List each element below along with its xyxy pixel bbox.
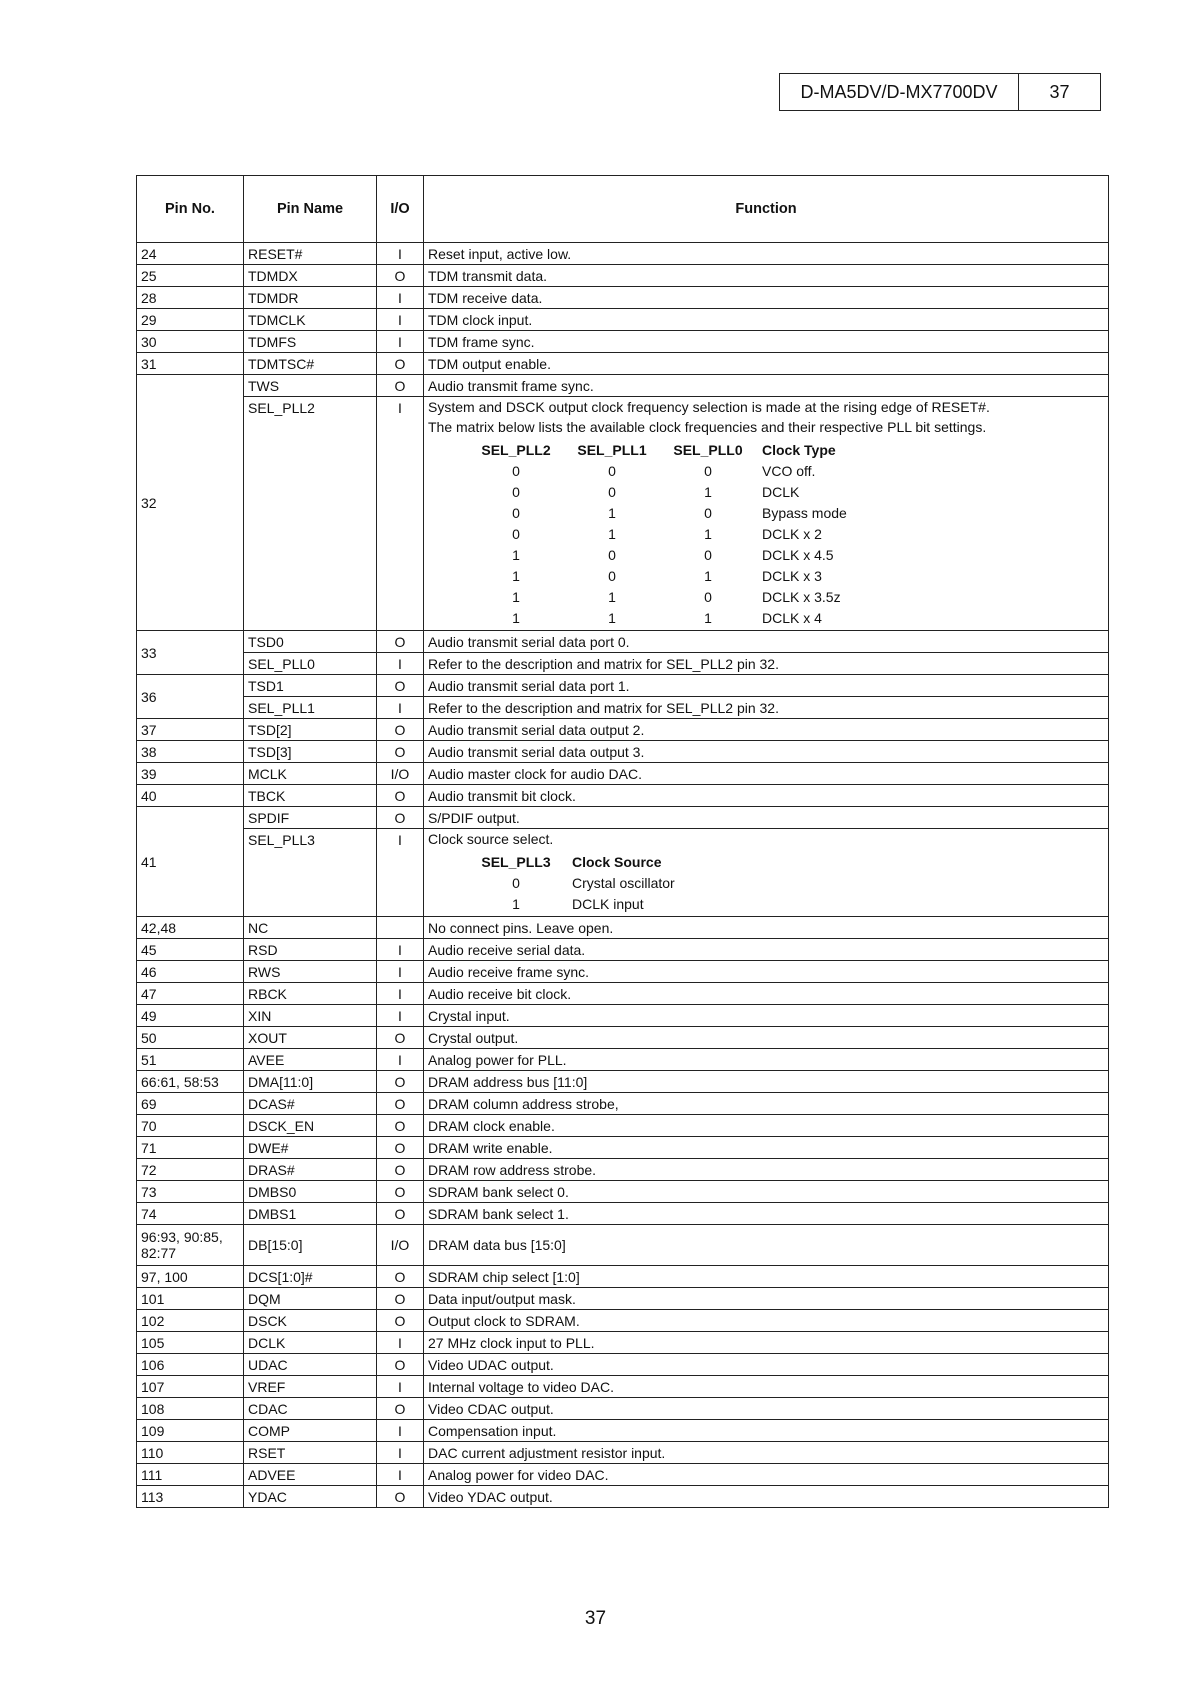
table-row xyxy=(137,287,1109,309)
matrix-cell: 0 xyxy=(608,483,616,500)
col-io: I/O xyxy=(377,176,424,243)
pin-function: DRAM row address strobe. xyxy=(424,1159,1109,1181)
pin-function: Video CDAC output. xyxy=(424,1398,1109,1420)
pin-function: Internal voltage to video DAC. xyxy=(424,1376,1109,1398)
header-page-number: 37 xyxy=(1049,81,1070,102)
pin-io xyxy=(377,917,424,939)
pin-function: Video UDAC output. xyxy=(424,1354,1109,1376)
table-row xyxy=(137,719,1109,741)
pin-name: SEL_PLL1 xyxy=(244,697,377,719)
matrix-cell: 1 xyxy=(608,504,616,521)
pin-name: DSCK xyxy=(244,1310,377,1332)
rows-group-d xyxy=(137,1266,1109,1508)
pin-function: DRAM data bus [15:0] xyxy=(424,1225,1109,1266)
pin-number: 66:61, 58:53 xyxy=(137,1071,244,1093)
table-row xyxy=(137,1181,1109,1203)
sel-pll2-description-1: System and DSCK output clock frequency selection is made at the rising edge of RESET#. xyxy=(428,399,990,415)
pin-function: Audio transmit bit clock. xyxy=(424,785,1109,807)
pin-number: 107 xyxy=(137,1376,244,1398)
pin-number: 69 xyxy=(137,1093,244,1115)
pin-name: DMBS1 xyxy=(244,1203,377,1225)
pin-io: O xyxy=(377,1181,424,1203)
table-row xyxy=(137,983,1109,1005)
matrix-cell: 0 xyxy=(512,483,520,500)
pin-io: I xyxy=(377,939,424,961)
pin-io: I xyxy=(377,331,424,353)
matrix-header: Clock Type xyxy=(762,441,836,458)
pin-function: Audio receive serial data. xyxy=(424,939,1109,961)
table-row xyxy=(137,1115,1109,1137)
table-row xyxy=(137,265,1109,287)
matrix-cell: 1 xyxy=(608,525,616,542)
matrix-cell: Bypass mode xyxy=(762,504,847,521)
matrix-cell: DCLK x 3 xyxy=(762,567,822,584)
matrix-cell: 0 xyxy=(512,525,520,542)
matrix-row xyxy=(468,460,847,481)
pin-io: I xyxy=(377,287,424,309)
pin-io: O xyxy=(377,375,424,397)
pin-function: Output clock to SDRAM. xyxy=(424,1310,1109,1332)
pin-name: TSD[3] xyxy=(244,741,377,763)
matrix-row xyxy=(468,607,847,628)
pin-function: SDRAM bank select 1. xyxy=(424,1203,1109,1225)
pin-function: Compensation input. xyxy=(424,1420,1109,1442)
pin-number: 96:93, 90:85, 82:77 xyxy=(137,1225,244,1266)
matrix-cell: 0 xyxy=(608,567,616,584)
pin-name: DCAS# xyxy=(244,1093,377,1115)
matrix-row xyxy=(468,872,675,893)
pin-number: 51 xyxy=(137,1049,244,1071)
pin-io: I xyxy=(377,397,424,631)
model-name: D-MA5DV/D-MX7700DV xyxy=(780,74,1019,110)
pin-function: TDM output enable. xyxy=(424,353,1109,375)
table-row xyxy=(137,1398,1109,1420)
pin-function: TDM receive data. xyxy=(424,287,1109,309)
pin-function: Audio transmit serial data port 0. xyxy=(424,631,1109,653)
pin-io: O xyxy=(377,1093,424,1115)
pin-36-group xyxy=(137,675,1109,719)
table-row xyxy=(137,1005,1109,1027)
pin-number: 101 xyxy=(137,1288,244,1310)
pin-number: 49 xyxy=(137,1005,244,1027)
pin-function: Data input/output mask. xyxy=(424,1288,1109,1310)
clock-type-matrix-rows xyxy=(468,460,847,628)
pin-number: 50 xyxy=(137,1027,244,1049)
pin-io: I xyxy=(377,1442,424,1464)
pin-io: I xyxy=(377,829,424,917)
pin-function: Audio master clock for audio DAC. xyxy=(424,763,1109,785)
table-row xyxy=(137,785,1109,807)
pin-name: RSET xyxy=(244,1442,377,1464)
matrix-cell: 1 xyxy=(704,567,712,584)
table-row xyxy=(137,1376,1109,1398)
pin-io: I xyxy=(377,309,424,331)
pin-io: O xyxy=(377,1486,424,1508)
table-row xyxy=(137,1027,1109,1049)
matrix-cell: 1 xyxy=(512,895,520,912)
pin-function-table xyxy=(136,175,1109,1508)
pin-function: S/PDIF output. xyxy=(424,807,1109,829)
pin-function: Reset input, active low. xyxy=(424,243,1109,265)
pin-io: O xyxy=(377,1159,424,1181)
pin-number: 109 xyxy=(137,1420,244,1442)
pin-function: SDRAM chip select [1:0] xyxy=(424,1266,1109,1288)
pin-number: 42,48 xyxy=(137,917,244,939)
pin-number: 28 xyxy=(137,287,244,309)
pin-io: O xyxy=(377,1354,424,1376)
pin-name: DMBS0 xyxy=(244,1181,377,1203)
pin-name: COMP xyxy=(244,1420,377,1442)
matrix-cell: 1 xyxy=(512,588,520,605)
matrix-cell: Crystal oscillator xyxy=(572,874,675,891)
pin-function: DAC current adjustment resistor input. xyxy=(424,1442,1109,1464)
pin-function: DRAM address bus [11:0] xyxy=(424,1071,1109,1093)
table-row xyxy=(137,309,1109,331)
pin-io: I xyxy=(377,697,424,719)
table-row xyxy=(137,1137,1109,1159)
matrix-cell: 1 xyxy=(608,588,616,605)
col-function: Function xyxy=(424,176,1109,243)
pin-name: SEL_PLL2 xyxy=(244,397,377,631)
matrix-cell: 1 xyxy=(512,567,520,584)
pin-number: 37 xyxy=(137,719,244,741)
matrix-cell: DCLK input xyxy=(572,895,644,912)
pin-io: I xyxy=(377,1332,424,1354)
table-row xyxy=(137,1071,1109,1093)
matrix-cell: 1 xyxy=(512,546,520,563)
table-row xyxy=(137,1354,1109,1376)
pin-function: Crystal output. xyxy=(424,1027,1109,1049)
pin-function: Audio receive bit clock. xyxy=(424,983,1109,1005)
pin-name: CDAC xyxy=(244,1398,377,1420)
pin-number: 102 xyxy=(137,1310,244,1332)
pin-number: 105 xyxy=(137,1332,244,1354)
matrix-cell: 0 xyxy=(608,546,616,563)
sel-pll2-description-2: The matrix below lists the available clock frequencies and their respective PLL bit settings. xyxy=(428,419,987,435)
rows-group-c xyxy=(137,917,1109,1225)
pin-name: DRAS# xyxy=(244,1159,377,1181)
pin-name: TWS xyxy=(244,375,377,397)
pin-name: RWS xyxy=(244,961,377,983)
pin-name: UDAC xyxy=(244,1354,377,1376)
pin-name: RBCK xyxy=(244,983,377,1005)
matrix-row xyxy=(468,586,847,607)
pin-io: O xyxy=(377,1266,424,1288)
pin-io: I xyxy=(377,1049,424,1071)
pin-name: RESET# xyxy=(244,243,377,265)
matrix-cell: 1 xyxy=(704,483,712,500)
matrix-cell: 0 xyxy=(512,874,520,891)
pin-io: O xyxy=(377,1288,424,1310)
pin-name: VREF xyxy=(244,1376,377,1398)
table-row xyxy=(137,353,1109,375)
matrix-row xyxy=(468,893,675,914)
rows-group-b xyxy=(137,719,1109,807)
pin-name: TDMFS xyxy=(244,331,377,353)
pin-number: 110 xyxy=(137,1442,244,1464)
matrix-cell: 0 xyxy=(704,588,712,605)
pin-io: O xyxy=(377,631,424,653)
pin-io: O xyxy=(377,675,424,697)
matrix-cell: 0 xyxy=(512,504,520,521)
pin-number: 32 xyxy=(137,375,244,631)
pin-41-group xyxy=(137,807,1109,917)
matrix-cell: 0 xyxy=(704,546,712,563)
pin-name: XOUT xyxy=(244,1027,377,1049)
table-row xyxy=(137,1442,1109,1464)
pin-function: TDM transmit data. xyxy=(424,265,1109,287)
pin-name: TDMTSC# xyxy=(244,353,377,375)
pin-function: Audio transmit frame sync. xyxy=(424,375,1109,397)
pin-io: I xyxy=(377,1464,424,1486)
pin-name: TSD[2] xyxy=(244,719,377,741)
table-row xyxy=(137,1310,1109,1332)
pin-number: 39 xyxy=(137,763,244,785)
col-pin-name: Pin Name xyxy=(244,176,377,243)
pin-function: Analog power for video DAC. xyxy=(424,1464,1109,1486)
pin-function: DRAM clock enable. xyxy=(424,1115,1109,1137)
pin-name: DWE# xyxy=(244,1137,377,1159)
pin-name: TDMDX xyxy=(244,265,377,287)
pin-name: NC xyxy=(244,917,377,939)
pin-io: O xyxy=(377,719,424,741)
pin-function: Refer to the description and matrix for SEL_PLL2 pin 32. xyxy=(424,697,1109,719)
pin-name: ADVEE xyxy=(244,1464,377,1486)
clock-source-matrix-rows xyxy=(468,872,675,914)
pin-function xyxy=(424,397,1109,631)
pin-number: 97, 100 xyxy=(137,1266,244,1288)
pin-number: 46 xyxy=(137,961,244,983)
matrix-cell: 0 xyxy=(704,462,712,479)
table-row xyxy=(137,961,1109,983)
pin-function: Audio transmit serial data port 1. xyxy=(424,675,1109,697)
table-row xyxy=(137,1332,1109,1354)
pin-function xyxy=(424,829,1109,917)
table-row xyxy=(137,1464,1109,1486)
pin-96-group xyxy=(137,1225,1109,1266)
table-row xyxy=(137,741,1109,763)
pin-name: TSD1 xyxy=(244,675,377,697)
pin-number: 25 xyxy=(137,265,244,287)
matrix-header: SEL_PLL1 xyxy=(577,441,647,458)
pin-name: TSD0 xyxy=(244,631,377,653)
pin-number: 108 xyxy=(137,1398,244,1420)
pin-number: 31 xyxy=(137,353,244,375)
table-row xyxy=(137,1288,1109,1310)
pin-number: 111 xyxy=(137,1464,244,1486)
clock-type-matrix xyxy=(468,439,847,628)
pin-number: 73 xyxy=(137,1181,244,1203)
pin-function: Audio transmit serial data output 3. xyxy=(424,741,1109,763)
pin-number: 113 xyxy=(137,1486,244,1508)
pin-function: Video YDAC output. xyxy=(424,1486,1109,1508)
pin-function: Audio receive frame sync. xyxy=(424,961,1109,983)
pin-io: O xyxy=(377,1071,424,1093)
table-row xyxy=(137,1049,1109,1071)
pin-number: 70 xyxy=(137,1115,244,1137)
pin-number: 33 xyxy=(137,631,244,675)
pin-number: 40 xyxy=(137,785,244,807)
pin-io: O xyxy=(377,1027,424,1049)
pin-name: DMA[11:0] xyxy=(244,1071,377,1093)
matrix-header: Clock Source xyxy=(572,853,662,870)
pin-function: No connect pins. Leave open. xyxy=(424,917,1109,939)
pin-number: 71 xyxy=(137,1137,244,1159)
pin-number: 41 xyxy=(137,807,244,917)
matrix-cell: 0 xyxy=(608,462,616,479)
pin-33-group xyxy=(137,631,1109,675)
matrix-cell: VCO off. xyxy=(762,462,816,479)
pin-number: 106 xyxy=(137,1354,244,1376)
matrix-row xyxy=(468,544,847,565)
pin-number: 29 xyxy=(137,309,244,331)
pin-function: Refer to the description and matrix for SEL_PLL2 pin 32. xyxy=(424,653,1109,675)
pin-io: I xyxy=(377,243,424,265)
matrix-cell: 1 xyxy=(704,609,712,626)
pin-name: TDMDR xyxy=(244,287,377,309)
pin-name: SEL_PLL0 xyxy=(244,653,377,675)
pin-function: TDM frame sync. xyxy=(424,331,1109,353)
pin-name: DCS[1:0]# xyxy=(244,1266,377,1288)
pin-name: TDMCLK xyxy=(244,309,377,331)
pin-io: O xyxy=(377,1310,424,1332)
pin-function: Crystal input. xyxy=(424,1005,1109,1027)
pin-function: SDRAM bank select 0. xyxy=(424,1181,1109,1203)
table-row xyxy=(137,1486,1109,1508)
pin-io: I xyxy=(377,1376,424,1398)
pin-io: I xyxy=(377,1420,424,1442)
table-row xyxy=(137,1093,1109,1115)
table-row xyxy=(137,243,1109,265)
table-row xyxy=(137,1420,1109,1442)
pin-number: 74 xyxy=(137,1203,244,1225)
pin-io: O xyxy=(377,1203,424,1225)
pin-number: 30 xyxy=(137,331,244,353)
pin-io: O xyxy=(377,785,424,807)
matrix-row xyxy=(468,523,847,544)
pin-function: Analog power for PLL. xyxy=(424,1049,1109,1071)
pin-number: 24 xyxy=(137,243,244,265)
table-row xyxy=(137,1203,1109,1225)
matrix-row xyxy=(468,502,847,523)
page-number: 37 xyxy=(584,1608,607,1629)
pin-number: 38 xyxy=(137,741,244,763)
matrix-cell: 1 xyxy=(704,525,712,542)
pin-name: DCLK xyxy=(244,1332,377,1354)
sel-pll3-description: Clock source select. xyxy=(428,831,554,847)
pin-number: 36 xyxy=(137,675,244,719)
pin-io: O xyxy=(377,1115,424,1137)
pin-io: I xyxy=(377,983,424,1005)
pin-io: I xyxy=(377,961,424,983)
clock-source-matrix xyxy=(468,851,675,914)
matrix-row xyxy=(468,565,847,586)
matrix-row xyxy=(468,481,847,502)
matrix-cell: 0 xyxy=(704,504,712,521)
pin-function: Audio transmit serial data output 2. xyxy=(424,719,1109,741)
pin-name: YDAC xyxy=(244,1486,377,1508)
rows-group-a xyxy=(137,243,1109,375)
pin-number: 72 xyxy=(137,1159,244,1181)
matrix-cell: DCLK x 4 xyxy=(762,609,822,626)
pin-io: O xyxy=(377,1137,424,1159)
pin-io: O xyxy=(377,741,424,763)
table-row xyxy=(137,917,1109,939)
pin-name: MCLK xyxy=(244,763,377,785)
pin-io: I xyxy=(377,653,424,675)
pin-io: O xyxy=(377,807,424,829)
pin-io: I/O xyxy=(377,1225,424,1266)
pin-function: DRAM write enable. xyxy=(424,1137,1109,1159)
pin-function: TDM clock input. xyxy=(424,309,1109,331)
pin-function: DRAM column address strobe, xyxy=(424,1093,1109,1115)
pin-io: I/O xyxy=(377,763,424,785)
pin-name: DSCK_EN xyxy=(244,1115,377,1137)
pin-function: 27 MHz clock input to PLL. xyxy=(424,1332,1109,1354)
table-row xyxy=(137,1159,1109,1181)
matrix-cell: DCLK x 3.5z xyxy=(762,588,841,605)
pin-name: AVEE xyxy=(244,1049,377,1071)
pin-number: 47 xyxy=(137,983,244,1005)
table-row xyxy=(137,1266,1109,1288)
pin-io: I xyxy=(377,1005,424,1027)
table-row xyxy=(137,331,1109,353)
pin-io: O xyxy=(377,265,424,287)
matrix-cell: DCLK xyxy=(762,483,800,500)
table-row xyxy=(137,763,1109,785)
pin-name: DB[15:0] xyxy=(244,1225,377,1266)
matrix-cell: 1 xyxy=(608,609,616,626)
pin-name: DQM xyxy=(244,1288,377,1310)
pin-name: TBCK xyxy=(244,785,377,807)
matrix-cell: DCLK x 4.5 xyxy=(762,546,834,563)
pin-number: 45 xyxy=(137,939,244,961)
matrix-cell: 1 xyxy=(512,609,520,626)
matrix-header: SEL_PLL2 xyxy=(481,441,551,458)
matrix-cell: DCLK x 2 xyxy=(762,525,822,542)
pin-32-group xyxy=(137,375,1109,631)
pin-io: O xyxy=(377,1398,424,1420)
pin-name: SPDIF xyxy=(244,807,377,829)
col-pin-no: Pin No. xyxy=(137,176,244,243)
pin-io: O xyxy=(377,353,424,375)
table-row xyxy=(137,939,1109,961)
matrix-cell: 0 xyxy=(512,462,520,479)
matrix-header: SEL_PLL3 xyxy=(481,853,551,870)
pin-name: RSD xyxy=(244,939,377,961)
pin-name: SEL_PLL3 xyxy=(244,829,377,917)
pin-name: XIN xyxy=(244,1005,377,1027)
matrix-header: SEL_PLL0 xyxy=(673,441,743,458)
header-box xyxy=(779,73,1101,111)
